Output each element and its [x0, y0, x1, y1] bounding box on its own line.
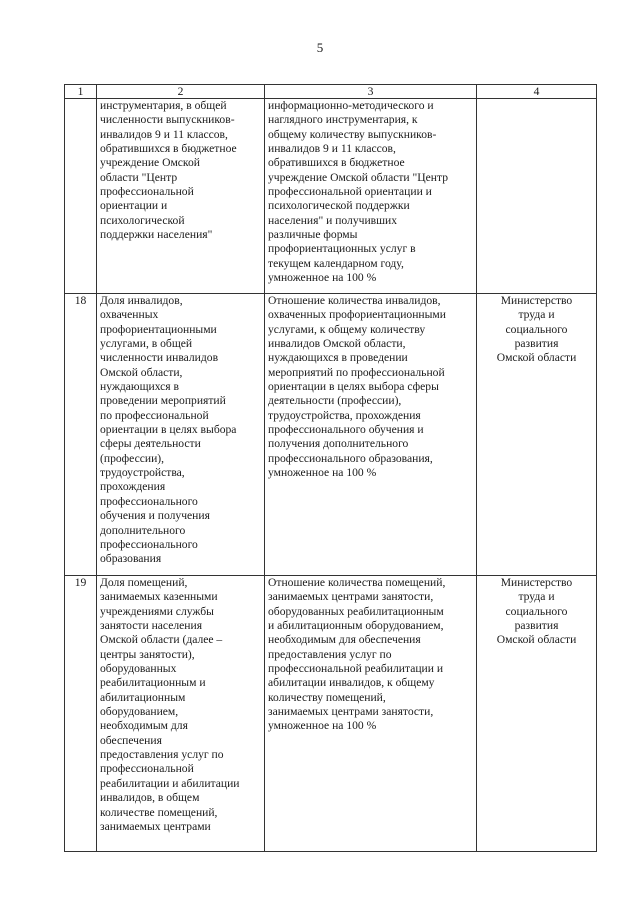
table-row — [65, 294, 597, 576]
table-row — [65, 576, 597, 852]
responsible-body: Министерство труда и социального развития Омской области — [496, 576, 577, 647]
indicator-name: Доля инвалидов, охваченных профориентационными услугами, в общей численности инвалидов Омской области, нуждающихся в проведении мероприятий по профессиональной ориентации в целях выбора сферы деятельности (профессии), трудоустройства, прохождения профессионального обучения и получения дополнительного профессионального образования — [100, 294, 237, 566]
row-number: 19 — [74, 576, 87, 589]
responsible-cell — [477, 576, 597, 852]
header-col-3: 3 — [265, 85, 477, 99]
calculation-method-cell — [265, 294, 477, 576]
responsible-body: Министерство труда и социального развития Омской области — [496, 294, 577, 365]
indicator-name-cell — [97, 294, 265, 576]
row-number-cell — [65, 576, 97, 852]
calculation-method: информационно-методического и наглядного инструментария, к общему количеству выпускников- инвалидов 9 и 11 классов, обратившихся в бюджетное учреждение Омской области "Центр профессиональной ориентации и психологической поддержки населения" и получивших различные формы профориентационных услуг в текущем календарном году, умноженное на 100 % — [268, 99, 448, 285]
row-number-cell — [65, 99, 97, 294]
indicators-table — [64, 84, 597, 852]
row-number-cell — [65, 294, 97, 576]
page-number: 5 — [316, 40, 324, 55]
indicator-name: Доля помещений, занимаемых казенными учреждениями службы занятости населения Омской области (далее – центры занятости), оборудованных реабилитационным и абилитационным оборудованием, необходимым для обеспечения предоставления услуг по профессиональной реабилитации и абилитации инвалидов, в общем количестве помещений, занимаемых центрами — [100, 576, 240, 833]
responsible-cell — [477, 99, 597, 294]
indicator-name: инструментария, в общей численности выпускников- инвалидов 9 и 11 классов, обратившихся в бюджетное учреждение Омской области "Центр профессиональной ориентации и психологической поддержки населения" — [100, 99, 237, 242]
row-number: 18 — [74, 294, 87, 307]
responsible-cell — [477, 294, 597, 576]
calculation-method: Отношение количества инвалидов, охваченных профориентационными услугами, к общему количеству инвалидов Омской области, нуждающихся в проведении мероприятий по профессиональной ориентации в целях выбора сферы деятельности (профессии), трудоустройства, прохождения профессионального обучения и получения дополнительного профессионального образования, умноженное на 100 % — [268, 294, 446, 480]
table-header-row — [65, 85, 597, 99]
header-col-4: 4 — [477, 85, 597, 99]
calculation-method-cell — [265, 99, 477, 294]
indicator-name-cell — [97, 576, 265, 852]
header-col-2: 2 — [97, 85, 265, 99]
header-col-1: 1 — [65, 85, 97, 99]
calculation-method: Отношение количества помещений, занимаемых центрами занятости, оборудованных реабилитационным и абилитационным оборудованием, необходимым для обеспечения предоставления услуг по профессиональной реабилитации и абилитации инвалидов, к общему количеству помещений, занимаемых центрами занятости, умноженное на 100 % — [268, 576, 446, 733]
calculation-method-cell — [265, 576, 477, 852]
table-row — [65, 99, 597, 294]
indicator-name-cell — [97, 99, 265, 294]
